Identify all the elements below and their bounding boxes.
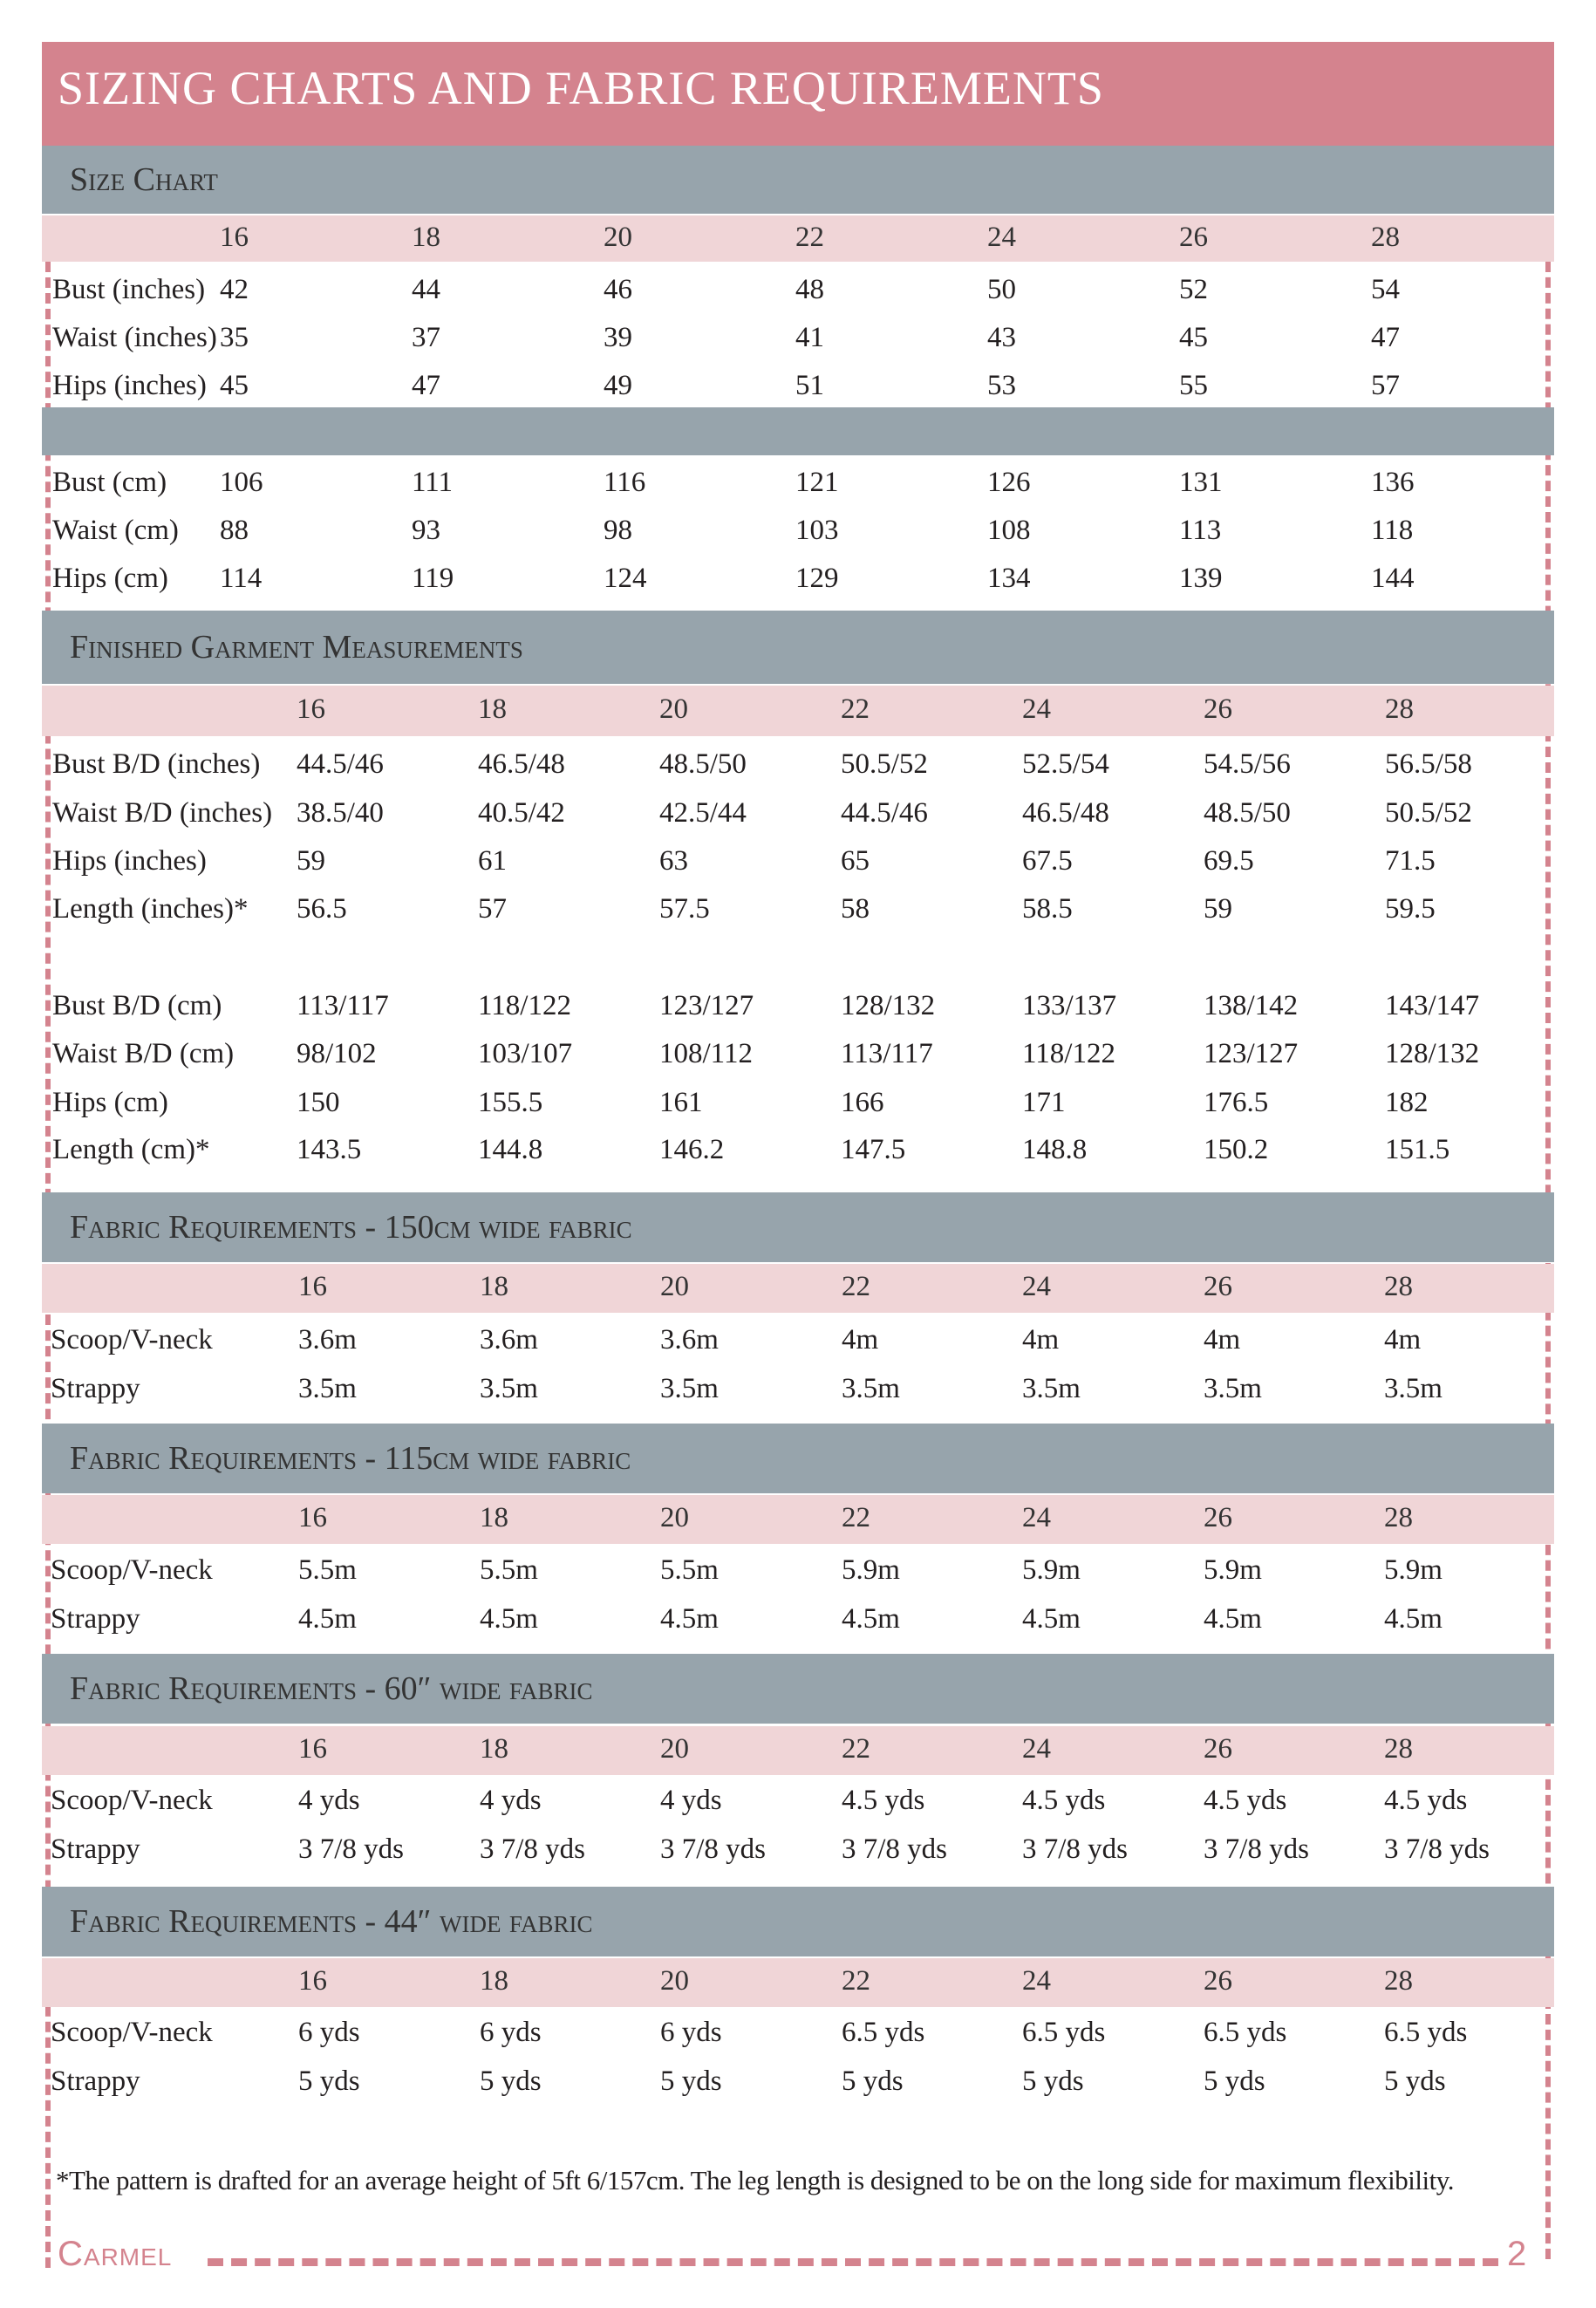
- table-cell: 6 yds: [298, 2017, 360, 2048]
- size-header-cell: 18: [480, 1271, 508, 1302]
- table-cell: 71.5: [1385, 845, 1436, 877]
- table-cell: 136: [1371, 467, 1415, 498]
- table-cell: 182: [1385, 1087, 1429, 1118]
- table-cell: 106: [220, 467, 263, 498]
- row-label: Strappy: [51, 1373, 140, 1404]
- section-title: Fabric Requirements - 44″ wide fabric: [70, 1903, 593, 1940]
- table-cell: 146.2: [659, 1134, 725, 1165]
- table-cell: 6.5 yds: [842, 2017, 925, 2048]
- table-cell: 5.9m: [842, 1554, 900, 1586]
- table-cell: 134: [987, 563, 1031, 594]
- table-cell: 4m: [842, 1324, 879, 1355]
- table-cell: 42.5/44: [659, 797, 747, 829]
- size-header-cell: 24: [1022, 1965, 1051, 1997]
- fabric-header: [42, 1192, 1554, 1262]
- table-cell: 88: [220, 515, 249, 546]
- size-header-row: [42, 686, 1554, 736]
- size-header-cell: 28: [1384, 1271, 1413, 1302]
- size-header-cell: 22: [841, 693, 870, 725]
- table-cell: 124: [604, 563, 647, 594]
- table-cell: 4.5m: [1384, 1603, 1443, 1635]
- table-cell: 133/137: [1022, 990, 1117, 1021]
- section-title: Fabric Requirements - 60″ wide fabric: [70, 1670, 593, 1707]
- table-cell: 4.5m: [1022, 1603, 1081, 1635]
- table-cell: 108/112: [659, 1038, 753, 1069]
- table-cell: 4.5m: [480, 1603, 538, 1635]
- table-cell: 3 7/8 yds: [842, 1833, 948, 1865]
- table-cell: 56.5/58: [1385, 748, 1472, 780]
- footer-brand: Carmel: [58, 2235, 173, 2273]
- table-cell: 144: [1371, 563, 1415, 594]
- table-cell: 113/117: [297, 990, 389, 1021]
- table-cell: 45: [220, 370, 249, 401]
- table-cell: 4 yds: [480, 1785, 542, 1816]
- table-cell: 118/122: [1022, 1038, 1115, 1069]
- size-header-cell: 20: [660, 1271, 689, 1302]
- table-cell: 3 7/8 yds: [1384, 1833, 1490, 1865]
- table-cell: 144.8: [478, 1134, 543, 1165]
- table-cell: 65: [841, 845, 870, 877]
- table-cell: 44.5/46: [841, 797, 928, 829]
- size-header-cell: 24: [1022, 1733, 1051, 1765]
- row-label: Scoop/V-neck: [51, 1554, 213, 1586]
- row-label: Waist (cm): [52, 515, 179, 546]
- section-title: Fabric Requirements - 150cm wide fabric: [70, 1209, 632, 1246]
- table-cell: 4m: [1022, 1324, 1060, 1355]
- title-bar: [42, 42, 1554, 146]
- table-cell: 150: [297, 1087, 340, 1118]
- table-cell: 161: [659, 1087, 703, 1118]
- table-cell: 3 7/8 yds: [480, 1833, 586, 1865]
- size-header-cell: 24: [1022, 1502, 1051, 1533]
- table-cell: 4.5 yds: [1384, 1785, 1468, 1816]
- footer-dashed-line: [208, 2258, 1498, 2266]
- size-header-cell: 28: [1384, 1733, 1413, 1765]
- row-label: Length (cm)*: [52, 1134, 210, 1165]
- size-header-cell: 18: [480, 1733, 508, 1765]
- table-cell: 3 7/8 yds: [1204, 1833, 1310, 1865]
- table-cell: 59: [297, 845, 325, 877]
- table-cell: 4m: [1384, 1324, 1422, 1355]
- row-label: Waist B/D (inches): [52, 797, 273, 829]
- size-header-cell: 24: [1022, 1271, 1051, 1302]
- table-cell: 3.5m: [1022, 1373, 1081, 1404]
- size-header-cell: 16: [298, 1733, 327, 1765]
- section-title: Fabric Requirements - 115cm wide fabric: [70, 1440, 631, 1477]
- table-cell: 111: [412, 467, 454, 498]
- table-cell: 48.5/50: [1204, 797, 1291, 829]
- size-header-cell: 20: [660, 1965, 689, 1997]
- size-header-cell: 20: [660, 1502, 689, 1533]
- size-header-cell: 22: [795, 222, 824, 253]
- table-cell: 69.5: [1204, 845, 1254, 877]
- table-cell: 3 7/8 yds: [660, 1833, 767, 1865]
- table-cell: 35: [220, 322, 249, 353]
- size-header-cell: 28: [1385, 693, 1414, 725]
- row-label: Length (inches)*: [52, 893, 249, 925]
- table-cell: 119: [412, 563, 454, 594]
- table-cell: 3.5m: [298, 1373, 357, 1404]
- size-header-cell: 26: [1204, 1502, 1232, 1533]
- table-cell: 44: [412, 274, 440, 305]
- table-cell: 121: [795, 467, 839, 498]
- table-cell: 63: [659, 845, 688, 877]
- table-cell: 98/102: [297, 1038, 377, 1069]
- size-header-cell: 18: [412, 222, 440, 253]
- size-header-cell: 28: [1384, 1502, 1413, 1533]
- fabric-header: [42, 1654, 1554, 1724]
- size-header-cell: 16: [297, 693, 325, 725]
- size-header-cell: 28: [1384, 1965, 1413, 1997]
- table-cell: 59: [1204, 893, 1232, 925]
- size-header-cell: 16: [298, 1271, 327, 1302]
- table-cell: 5.9m: [1022, 1554, 1081, 1586]
- size-header-cell: 26: [1204, 1965, 1232, 1997]
- table-cell: 43: [987, 322, 1016, 353]
- table-cell: 4m: [1204, 1324, 1241, 1355]
- size-header-row: [42, 1264, 1554, 1313]
- table-cell: 143.5: [297, 1134, 362, 1165]
- table-cell: 57.5: [659, 893, 710, 925]
- size-header-cell: 26: [1204, 693, 1232, 725]
- table-cell: 6.5 yds: [1384, 2017, 1468, 2048]
- size-header-row: [42, 1726, 1554, 1775]
- table-cell: 5.5m: [480, 1554, 538, 1586]
- size-header-cell: 20: [660, 1733, 689, 1765]
- table-cell: 48: [795, 274, 824, 305]
- table-cell: 155.5: [478, 1087, 543, 1118]
- table-cell: 103/107: [478, 1038, 573, 1069]
- table-cell: 6.5 yds: [1204, 2017, 1287, 2048]
- size-header-cell: 28: [1371, 222, 1400, 253]
- table-cell: 51: [795, 370, 824, 401]
- table-cell: 61: [478, 845, 507, 877]
- row-label: Scoop/V-neck: [51, 1785, 213, 1816]
- size-header-row: [42, 1495, 1554, 1544]
- size-header-cell: 26: [1179, 222, 1208, 253]
- row-label: Bust B/D (inches): [52, 748, 261, 780]
- table-cell: 114: [220, 563, 263, 594]
- table-cell: 108: [987, 515, 1031, 546]
- table-cell: 46: [604, 274, 632, 305]
- row-label: Scoop/V-neck: [51, 2017, 213, 2048]
- table-cell: 57: [1371, 370, 1400, 401]
- row-label: Strappy: [51, 1603, 140, 1635]
- row-label: Strappy: [51, 1833, 140, 1865]
- table-cell: 3 7/8 yds: [1022, 1833, 1129, 1865]
- row-label: Bust (inches): [52, 274, 206, 305]
- row-label: Strappy: [51, 2066, 140, 2097]
- size-header-cell: 24: [987, 222, 1016, 253]
- size-header-cell: 22: [842, 1965, 870, 1997]
- table-cell: 3.6m: [298, 1324, 357, 1355]
- page-number: 2: [1507, 2235, 1527, 2273]
- size-header-cell: 26: [1204, 1733, 1232, 1765]
- table-cell: 5 yds: [480, 2066, 542, 2097]
- table-cell: 52: [1179, 274, 1208, 305]
- table-cell: 176.5: [1204, 1087, 1269, 1118]
- table-cell: 38.5/40: [297, 797, 384, 829]
- table-cell: 3.5m: [842, 1373, 900, 1404]
- row-label: Scoop/V-neck: [51, 1324, 213, 1355]
- table-cell: 54.5/56: [1204, 748, 1291, 780]
- table-cell: 93: [412, 515, 440, 546]
- table-cell: 45: [1179, 322, 1208, 353]
- table-cell: 138/142: [1204, 990, 1299, 1021]
- size-chart-header: [42, 146, 1554, 214]
- table-cell: 4.5 yds: [1022, 1785, 1106, 1816]
- table-cell: 123/127: [659, 990, 754, 1021]
- table-cell: 128/132: [841, 990, 936, 1021]
- table-cell: 3.6m: [480, 1324, 538, 1355]
- table-cell: 143/147: [1385, 990, 1480, 1021]
- row-label: Hips (cm): [52, 1087, 168, 1118]
- table-cell: 49: [604, 370, 632, 401]
- table-cell: 5.5m: [660, 1554, 719, 1586]
- size-header-cell: 22: [842, 1733, 870, 1765]
- table-cell: 46.5/48: [478, 748, 565, 780]
- table-cell: 116: [604, 467, 646, 498]
- table-cell: 4 yds: [660, 1785, 722, 1816]
- table-cell: 5.9m: [1204, 1554, 1262, 1586]
- table-cell: 6.5 yds: [1022, 2017, 1106, 2048]
- table-cell: 39: [604, 322, 632, 353]
- table-cell: 55: [1179, 370, 1208, 401]
- table-cell: 5.9m: [1384, 1554, 1443, 1586]
- row-label: Bust (cm): [52, 467, 167, 498]
- size-header-cell: 16: [298, 1965, 327, 1997]
- row-label: Bust B/D (cm): [52, 990, 222, 1021]
- table-cell: 50.5/52: [841, 748, 928, 780]
- table-cell: 131: [1179, 467, 1223, 498]
- table-cell: 50: [987, 274, 1016, 305]
- size-chart-divider: [42, 407, 1554, 455]
- table-cell: 3.6m: [660, 1324, 719, 1355]
- table-cell: 113/117: [841, 1038, 933, 1069]
- table-cell: 5 yds: [660, 2066, 722, 2097]
- table-cell: 5 yds: [298, 2066, 360, 2097]
- table-cell: 4.5 yds: [1204, 1785, 1287, 1816]
- size-header-cell: 22: [842, 1502, 870, 1533]
- row-label: Waist B/D (cm): [52, 1038, 235, 1069]
- size-header-cell: 18: [480, 1965, 508, 1997]
- size-header-cell: 16: [298, 1502, 327, 1533]
- table-cell: 151.5: [1385, 1134, 1450, 1165]
- size-header-row: [42, 1958, 1554, 2007]
- table-cell: 52.5/54: [1022, 748, 1109, 780]
- table-cell: 58: [841, 893, 870, 925]
- table-cell: 47: [412, 370, 440, 401]
- table-cell: 123/127: [1204, 1038, 1299, 1069]
- table-cell: 42: [220, 274, 249, 305]
- table-cell: 118/122: [478, 990, 571, 1021]
- table-cell: 150.2: [1204, 1134, 1269, 1165]
- table-cell: 47: [1371, 322, 1400, 353]
- table-cell: 57: [478, 893, 507, 925]
- table-cell: 50.5/52: [1385, 797, 1472, 829]
- table-cell: 3.5m: [480, 1373, 538, 1404]
- footnote: *The pattern is drafted for an average height of 5ft 6/157cm. The leg length is designed to be on the long side for maximum flexibility.: [56, 2165, 1454, 2195]
- table-cell: 58.5: [1022, 893, 1073, 925]
- table-cell: 4 yds: [298, 1785, 360, 1816]
- table-cell: 4.5m: [660, 1603, 719, 1635]
- fabric-header: [42, 1887, 1554, 1956]
- table-cell: 46.5/48: [1022, 797, 1109, 829]
- table-cell: 166: [841, 1087, 884, 1118]
- table-cell: 5 yds: [1384, 2066, 1446, 2097]
- table-cell: 48.5/50: [659, 748, 747, 780]
- table-cell: 118: [1371, 515, 1414, 546]
- table-cell: 54: [1371, 274, 1400, 305]
- size-header-cell: 18: [480, 1502, 508, 1533]
- table-cell: 147.5: [841, 1134, 906, 1165]
- table-cell: 5.5m: [298, 1554, 357, 1586]
- finished-header: [42, 611, 1554, 684]
- page-title: SIZING CHARTS AND FABRIC REQUIREMENTS: [58, 62, 1104, 114]
- row-label: Hips (cm): [52, 563, 168, 594]
- table-cell: 148.8: [1022, 1134, 1088, 1165]
- size-header-cell: 26: [1204, 1271, 1232, 1302]
- table-cell: 4.5 yds: [842, 1785, 925, 1816]
- table-cell: 67.5: [1022, 845, 1073, 877]
- table-cell: 4.5m: [298, 1603, 357, 1635]
- size-header-cell: 20: [659, 693, 688, 725]
- row-label: Hips (inches): [52, 845, 207, 877]
- size-header-cell: 16: [220, 222, 249, 253]
- size-header-cell: 24: [1022, 693, 1051, 725]
- row-label: Hips (inches): [52, 370, 207, 401]
- size-header-cell: 20: [604, 222, 632, 253]
- size-header-cell: 22: [842, 1271, 870, 1302]
- table-cell: 44.5/46: [297, 748, 384, 780]
- table-cell: 37: [412, 322, 440, 353]
- table-cell: 129: [795, 563, 839, 594]
- table-cell: 5 yds: [1022, 2066, 1084, 2097]
- section-title: Size Chart: [70, 161, 218, 198]
- table-cell: 5 yds: [842, 2066, 904, 2097]
- table-cell: 3.5m: [660, 1373, 719, 1404]
- table-cell: 4.5m: [842, 1603, 900, 1635]
- table-cell: 3.5m: [1384, 1373, 1443, 1404]
- table-cell: 59.5: [1385, 893, 1436, 925]
- table-cell: 3.5m: [1204, 1373, 1262, 1404]
- section-title: Finished Garment Measurements: [70, 629, 523, 666]
- size-header-cell: 18: [478, 693, 507, 725]
- table-cell: 56.5: [297, 893, 347, 925]
- row-label: Waist (inches): [52, 322, 217, 353]
- table-cell: 41: [795, 322, 824, 353]
- table-cell: 53: [987, 370, 1016, 401]
- table-cell: 103: [795, 515, 839, 546]
- table-cell: 6 yds: [480, 2017, 542, 2048]
- table-cell: 3 7/8 yds: [298, 1833, 405, 1865]
- table-cell: 4.5m: [1204, 1603, 1262, 1635]
- table-cell: 40.5/42: [478, 797, 565, 829]
- table-cell: 171: [1022, 1087, 1066, 1118]
- table-cell: 5 yds: [1204, 2066, 1265, 2097]
- table-cell: 98: [604, 515, 632, 546]
- table-cell: 6 yds: [660, 2017, 722, 2048]
- table-cell: 126: [987, 467, 1031, 498]
- table-cell: 128/132: [1385, 1038, 1480, 1069]
- fabric-header: [42, 1424, 1554, 1493]
- table-cell: 139: [1179, 563, 1223, 594]
- table-cell: 113: [1179, 515, 1222, 546]
